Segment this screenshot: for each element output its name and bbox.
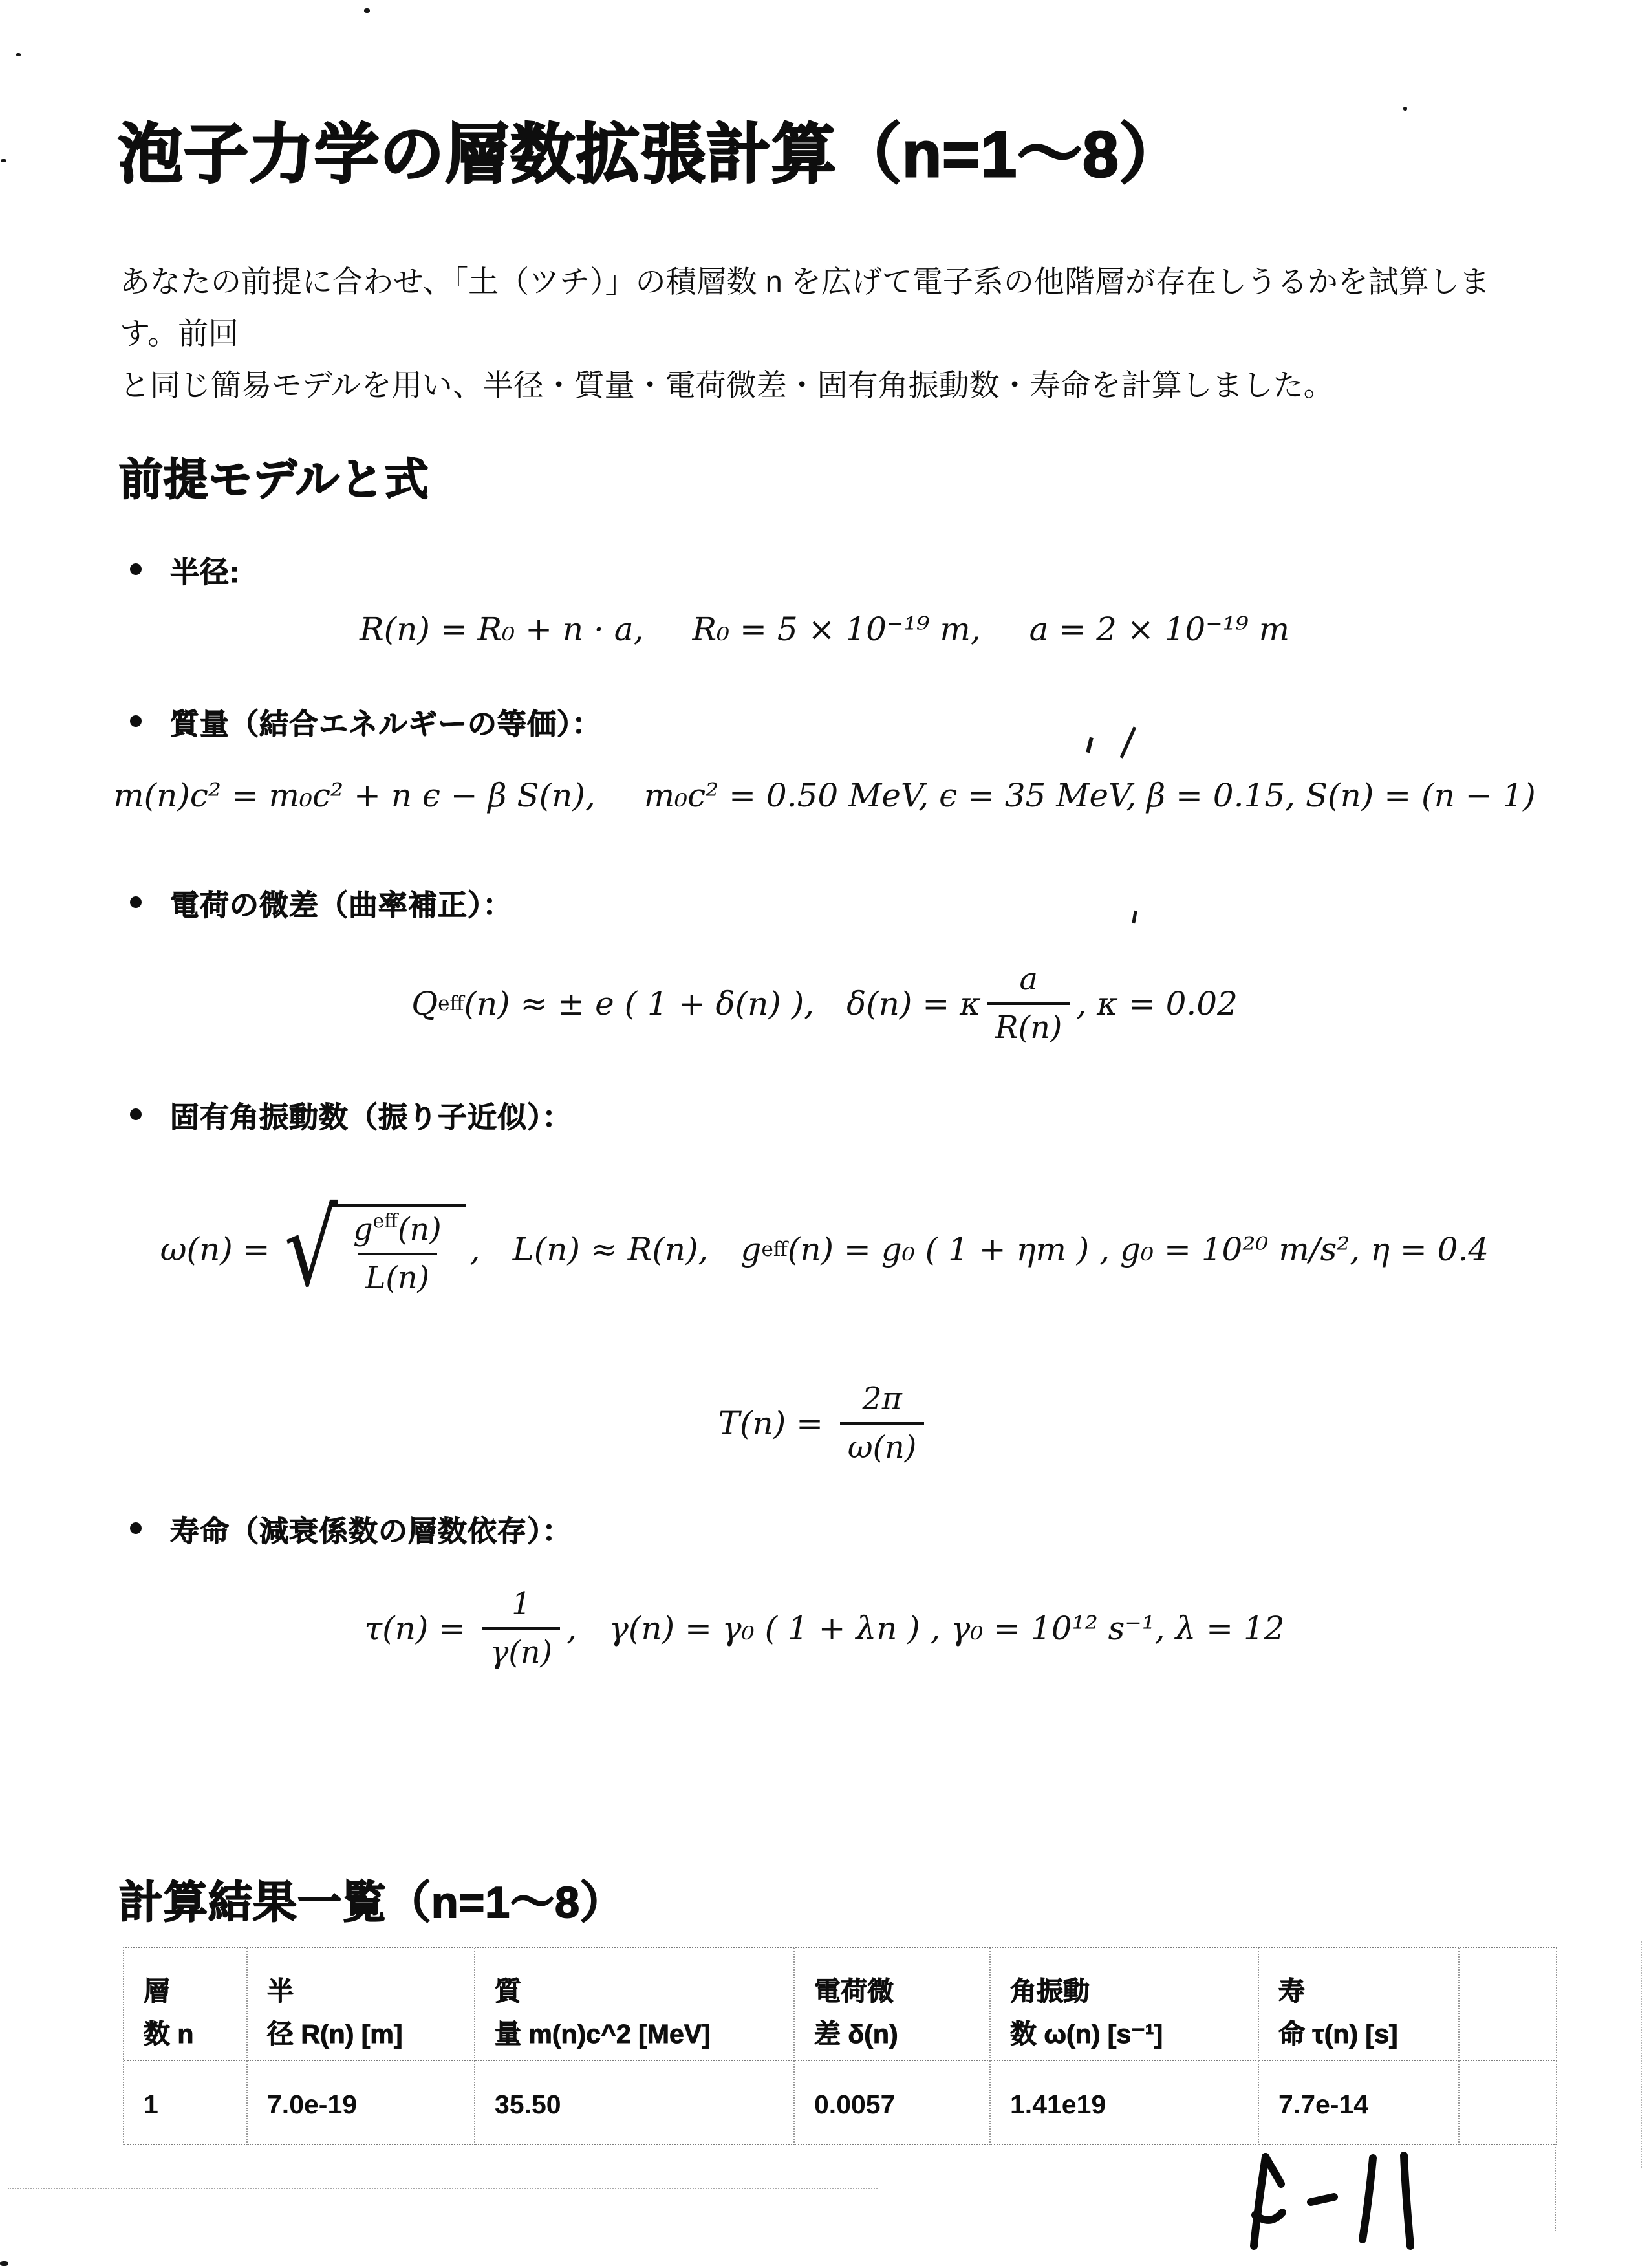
bullet-dot-icon <box>130 715 142 727</box>
table-cell-charge-delta: 0.0057 <box>795 2061 991 2145</box>
bullet-label-charge: 電荷の微差（曲率補正）： <box>170 888 513 922</box>
table-header-omega: 角振動 数 ω(n) [s⁻¹] <box>991 1948 1259 2061</box>
math-token: , γ(n) = γ₀ ( 1 + λn ) , γ₀ = 10¹² s⁻¹, λ = 12 <box>566 1610 1285 1647</box>
section-heading-model: 前提モデルと式 <box>119 455 429 504</box>
bullet-label-omega: 固有角振動数（振り子近似）： <box>170 1100 572 1134</box>
math-token <box>987 962 1070 1046</box>
table-cell-mass: 35.50 <box>475 2061 795 2145</box>
math-token: γ(n) <box>490 1635 553 1670</box>
intro-paragraph <box>120 256 1542 411</box>
intro-line-2: と同じ簡易モデルを用い、半径・質量・電荷微差・固有角振動数・寿命を計算しました。 <box>120 368 1334 402</box>
math-token <box>482 1627 560 1670</box>
formula-angular-frequency <box>120 1159 1529 1340</box>
scan-artifact-line <box>8 2188 878 2189</box>
intro-line-1: あなたの前提に合わせ、「土（ツチ）」の積層数 n を広げて電子系の他階層が存在しうるかを試算します。前回 <box>120 265 1490 351</box>
math-token: m(n)c² = m₀c² + n ϵ − β S(n), m₀c² = 0.50 MeV, ϵ = 35 MeV, β = 0.15, S(n) = (n − 1) <box>113 777 1536 814</box>
math-token: √ <box>284 1186 338 1310</box>
math-token: (n) = g₀ ( 1 + ηm ) , g₀ = 10²⁰ m/s², η = 0.4 <box>787 1231 1489 1268</box>
math-token <box>284 1186 466 1310</box>
table-header-lifetime: 寿 命 τ(n) [s] <box>1259 1948 1460 2061</box>
formula-lifetime <box>120 1570 1529 1687</box>
math-token: Q <box>411 985 438 1022</box>
bullet-label-lifetime: 寿命（減衰係数の層数依存）： <box>170 1514 572 1548</box>
scan-speck <box>0 2261 8 2266</box>
math-token: ω(n) = <box>160 1231 281 1268</box>
table-header-empty <box>1460 1948 1557 2061</box>
math-token: , κ = 0.02 <box>1076 985 1238 1022</box>
math-token <box>840 1422 924 1465</box>
table-cell-lifetime: 7.7e-14 <box>1259 2061 1460 2145</box>
handwritten-grade-mark <box>1232 2150 1465 2257</box>
math-token: g <box>353 1211 373 1247</box>
math-token: , L(n) ≈ R(n), g <box>469 1231 762 1268</box>
section-heading-results: 計算結果一覧（n=1〜8） <box>119 1878 625 1927</box>
bullet-item-charge <box>120 880 1529 925</box>
math-token <box>482 1586 560 1670</box>
bullet-item-radius <box>120 546 1529 592</box>
formula-radius <box>120 600 1529 658</box>
results-table <box>123 1947 1557 2145</box>
formula-mass <box>113 766 1536 825</box>
math-token <box>840 1381 924 1465</box>
math-token <box>345 1209 449 1296</box>
bullet-dot-icon <box>130 563 142 575</box>
scan-artifact-line <box>1641 1941 1642 2168</box>
table-header-mass: 質 量 m(n)c^2 [MeV] <box>475 1948 795 2061</box>
scan-artifact-line <box>1555 2144 1556 2231</box>
bullet-item-lifetime <box>120 1506 1529 1551</box>
table-cell-n: 1 <box>124 2061 248 2145</box>
math-token: (n) ≈ ± e ( 1 + δ(n) ), δ(n) = κ <box>464 985 981 1022</box>
math-token <box>1011 962 1045 1002</box>
math-token <box>345 1209 449 1253</box>
math-token: eff <box>372 1209 398 1232</box>
scan-speck <box>16 53 21 56</box>
table-cell-empty <box>1460 2061 1557 2145</box>
table-cell-radius: 7.0e-19 <box>248 2061 475 2145</box>
formula-charge <box>120 939 1529 1068</box>
math-token <box>358 1253 437 1296</box>
math-token: 1 <box>511 1586 532 1622</box>
math-token: ω(n) <box>847 1429 917 1465</box>
math-token: 2π <box>862 1381 902 1417</box>
math-token <box>332 1204 466 1296</box>
table-cell-omega: 1.41e19 <box>991 2061 1259 2145</box>
math-token: τ(n) = <box>364 1610 477 1647</box>
math-token: (n) <box>398 1211 442 1247</box>
page-title: 泡子力学の層数拡張計算（n=1〜8） <box>118 118 1185 191</box>
scan-speck <box>1 159 6 162</box>
bullet-label-radius: 半径: <box>170 555 240 589</box>
table-header-charge-delta: 電荷微 差 δ(n) <box>795 1948 991 2061</box>
bullet-item-omega <box>120 1092 1529 1137</box>
bullet-dot-icon <box>130 1108 142 1120</box>
math-token: T(n) = <box>718 1404 834 1442</box>
formula-period <box>120 1370 1529 1476</box>
math-token: eff <box>438 991 464 1015</box>
math-token: R(n) = R₀ + n · a, R₀ = 5 × 10⁻¹⁹ m, a = 2 × 10⁻¹⁹ m <box>359 610 1290 648</box>
math-token <box>987 1002 1070 1046</box>
math-token: eff <box>761 1237 788 1261</box>
scan-speck <box>1403 107 1407 111</box>
math-token <box>854 1381 909 1422</box>
table-header-radius: 半 径 R(n) [m] <box>248 1948 475 2061</box>
bullet-dot-icon <box>130 896 142 908</box>
bullet-item-mass <box>120 698 1529 744</box>
bullet-label-mass: 質量（結合エネルギーの等価）： <box>170 707 602 740</box>
math-token: a <box>1019 962 1038 997</box>
scan-speck <box>364 8 370 13</box>
math-token <box>504 1586 539 1627</box>
math-token: L(n) <box>365 1260 430 1296</box>
bullet-dot-icon <box>130 1522 142 1534</box>
table-header-layer: 層 数 n <box>124 1948 248 2061</box>
math-token: R(n) <box>995 1010 1062 1046</box>
